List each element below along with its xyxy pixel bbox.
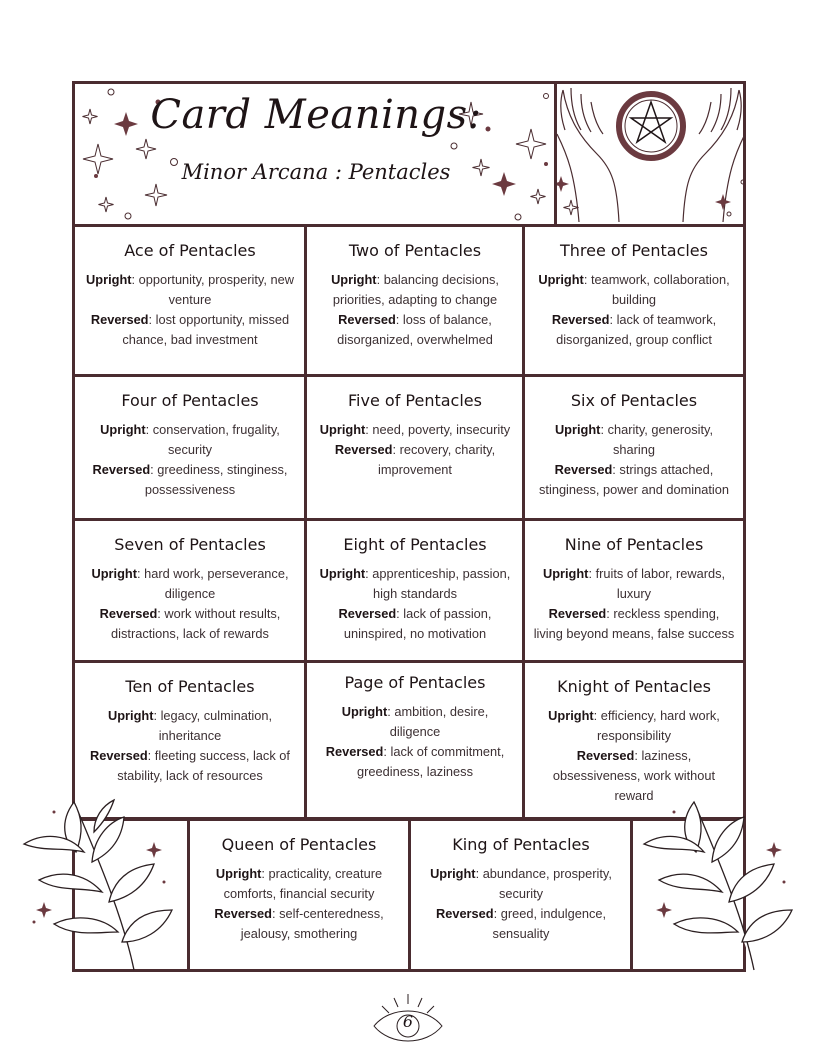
- reversed-meaning: Reversed: greediness, stinginess, possessiveness: [92, 462, 288, 497]
- card-title: Four of Pentacles: [121, 391, 259, 410]
- upright-label: Upright: [215, 866, 262, 881]
- upright-meaning: Upright: apprenticeship, passion, high standards: [319, 566, 511, 601]
- reversed-meaning: Reversed: fleeting success, lack of stability, lack of resources: [90, 748, 290, 783]
- card-queen-of-pentacles: [186, 818, 412, 972]
- card-title: Nine of Pentacles: [564, 535, 704, 554]
- reversed-meaning: Reversed: recovery, charity, improvement: [334, 442, 496, 477]
- card-title: Page of Pentacles: [344, 673, 486, 692]
- upright-meaning: Upright: balancing decisions, priorities, adapting to change: [331, 272, 499, 307]
- upright-label: Upright: [554, 422, 601, 437]
- reversed-text: self-centeredness, jealousy, smothering: [240, 906, 384, 941]
- upright-label: Upright: [319, 422, 366, 437]
- reversed-label: Reversed: [90, 312, 149, 327]
- card-nine-of-pentacles: [522, 518, 746, 664]
- reversed-meaning: Reversed: strings attached, stinginess, power and domination: [539, 462, 729, 497]
- card-title: Ace of Pentacles: [124, 241, 256, 260]
- reversed-label: Reversed: [554, 462, 613, 477]
- upright-text: teamwork, collaboration, building: [590, 272, 730, 307]
- reversed-meaning: Reversed: lack of passion, uninspired, no motivation: [338, 606, 492, 641]
- upright-label: Upright: [91, 566, 137, 581]
- upright-label: Upright: [86, 272, 132, 287]
- upright-meaning: Upright: need, poverty, insecurity: [319, 422, 511, 437]
- card-title: Six of Pentacles: [570, 391, 698, 410]
- upright-meaning: Upright: teamwork, collaboration, building: [538, 272, 730, 307]
- reversed-label: Reversed: [338, 312, 396, 327]
- upright-label: Upright: [331, 272, 377, 287]
- reversed-text: recovery, charity, improvement: [378, 442, 496, 477]
- upright-text: need, poverty, insecurity: [372, 422, 511, 437]
- upright-label: Upright: [341, 704, 388, 719]
- card-title: Eight of Pentacles: [343, 535, 487, 554]
- reversed-label: Reversed: [325, 744, 384, 759]
- upright-text: charity, generosity, sharing: [607, 422, 714, 457]
- page-title: Card Meanings:: [150, 92, 482, 138]
- page-number: 6: [402, 1012, 414, 1031]
- reversed-text: greed, indulgence, sensuality: [492, 906, 607, 941]
- card-six-of-pentacles: [522, 374, 746, 522]
- upright-text: abundance, prosperity, security: [482, 866, 612, 901]
- upright-label: Upright: [538, 272, 584, 287]
- upright-meaning: Upright: efficiency, hard work, responsibility: [548, 708, 720, 743]
- upright-meaning: Upright: hard work, perseverance, diligence: [91, 566, 289, 601]
- leaf-branch-right-icon: [634, 792, 804, 972]
- upright-meaning: Upright: practicality, creature comforts, financial security: [215, 866, 383, 901]
- card-title: Queen of Pentacles: [221, 835, 377, 854]
- card-five-of-pentacles: [304, 374, 526, 522]
- reversed-meaning: Reversed: loss of balance, disorganized, overwhelmed: [337, 312, 493, 347]
- reversed-text: fleeting success, lack of stability, lack of resources: [117, 748, 290, 783]
- reversed-text: laziness, obsessiveness, work without reward: [552, 748, 716, 803]
- upright-text: apprenticeship, passion, high standards: [372, 566, 511, 601]
- leaf-branch-left-icon: [14, 792, 184, 972]
- card-eight-of-pentacles: [304, 518, 526, 664]
- reversed-label: Reversed: [214, 906, 272, 921]
- upright-label: Upright: [107, 708, 154, 723]
- reversed-text: reckless spending, living beyond means, false success: [533, 606, 735, 641]
- reversed-text: lack of passion, uninspired, no motivation: [343, 606, 492, 641]
- upright-text: balancing decisions, priorities, adapting to change: [332, 272, 499, 307]
- hands-pentacle-icon: [557, 84, 745, 224]
- reversed-label: Reversed: [338, 606, 397, 621]
- reversed-meaning: Reversed: self-centeredness, jealousy, smothering: [214, 906, 384, 941]
- card-ace-of-pentacles: [72, 224, 308, 378]
- upright-text: ambition, desire, diligence: [389, 704, 489, 739]
- upright-label: Upright: [319, 566, 366, 581]
- reversed-text: greediness, stinginess, possessiveness: [144, 462, 288, 497]
- upright-meaning: Upright: ambition, desire, diligence: [341, 704, 489, 739]
- upright-meaning: Upright: legacy, culmination, inheritance: [107, 708, 273, 743]
- upright-meaning: Upright: abundance, prosperity, security: [430, 866, 612, 901]
- reversed-text: lack of teamwork, disorganized, group conflict: [556, 312, 717, 347]
- card-title: Five of Pentacles: [348, 391, 482, 410]
- upright-label: Upright: [542, 566, 589, 581]
- reversed-label: Reversed: [576, 748, 635, 763]
- upright-text: conservation, frugality, security: [152, 422, 280, 457]
- reversed-meaning: Reversed: reckless spending, living beyond means, false success: [533, 606, 735, 641]
- reversed-text: work without results, distractions, lack of rewards: [111, 606, 281, 641]
- reversed-label: Reversed: [548, 606, 607, 621]
- upright-text: practicality, creature comforts, financial security: [223, 866, 383, 901]
- card-title: Seven of Pentacles: [114, 535, 266, 554]
- upright-text: legacy, culmination, inheritance: [158, 708, 273, 743]
- card-title: Three of Pentacles: [560, 241, 708, 260]
- reversed-text: lost opportunity, missed chance, bad investment: [122, 312, 290, 347]
- card-seven-of-pentacles: [72, 518, 308, 664]
- card-title: Two of Pentacles: [348, 241, 482, 260]
- upright-meaning: Upright: fruits of labor, rewards, luxury: [542, 566, 726, 601]
- reversed-label: Reversed: [551, 312, 610, 327]
- reversed-label: Reversed: [92, 462, 151, 477]
- reversed-label: Reversed: [435, 906, 494, 921]
- upright-label: Upright: [430, 866, 476, 881]
- reversed-meaning: Reversed: work without results, distractions, lack of rewards: [99, 606, 281, 641]
- card-title: Ten of Pentacles: [125, 677, 255, 696]
- card-three-of-pentacles: [522, 224, 746, 378]
- card-four-of-pentacles: [72, 374, 308, 522]
- card-title: Knight of Pentacles: [557, 677, 711, 696]
- reversed-meaning: Reversed: lack of commitment, greediness, laziness: [325, 744, 505, 779]
- upright-text: hard work, perseverance, diligence: [144, 566, 289, 601]
- upright-text: efficiency, hard work, responsibility: [597, 708, 720, 743]
- upright-meaning: Upright: charity, generosity, sharing: [554, 422, 714, 457]
- reversed-meaning: Reversed: laziness, obsessiveness, work without reward: [552, 748, 716, 803]
- reversed-label: Reversed: [99, 606, 158, 621]
- upright-text: fruits of labor, rewards, luxury: [595, 566, 726, 601]
- reversed-text: lack of commitment, greediness, laziness: [357, 744, 505, 779]
- page-subtitle: Minor Arcana : Pentacles: [181, 160, 451, 184]
- card-king-of-pentacles: [408, 818, 634, 972]
- upright-label: Upright: [548, 708, 594, 723]
- reversed-text: loss of balance, disorganized, overwhelmed: [337, 312, 493, 347]
- reversed-text: strings attached, stinginess, power and domination: [539, 462, 729, 497]
- reversed-meaning: Reversed: lost opportunity, missed chance, bad investment: [90, 312, 290, 347]
- reversed-label: Reversed: [334, 442, 393, 457]
- reversed-meaning: Reversed: greed, indulgence, sensuality: [435, 906, 607, 941]
- upright-meaning: Upright: conservation, frugality, security: [100, 422, 280, 457]
- upright-text: opportunity, prosperity, new venture: [138, 272, 294, 307]
- reversed-label: Reversed: [90, 748, 148, 763]
- upright-meaning: Upright: opportunity, prosperity, new venture: [86, 272, 294, 307]
- card-two-of-pentacles: [304, 224, 526, 378]
- reversed-meaning: Reversed: lack of teamwork, disorganized, group conflict: [551, 312, 717, 347]
- upright-label: Upright: [100, 422, 146, 437]
- card-title: King of Pentacles: [452, 835, 590, 854]
- card-page-of-pentacles: [304, 660, 526, 820]
